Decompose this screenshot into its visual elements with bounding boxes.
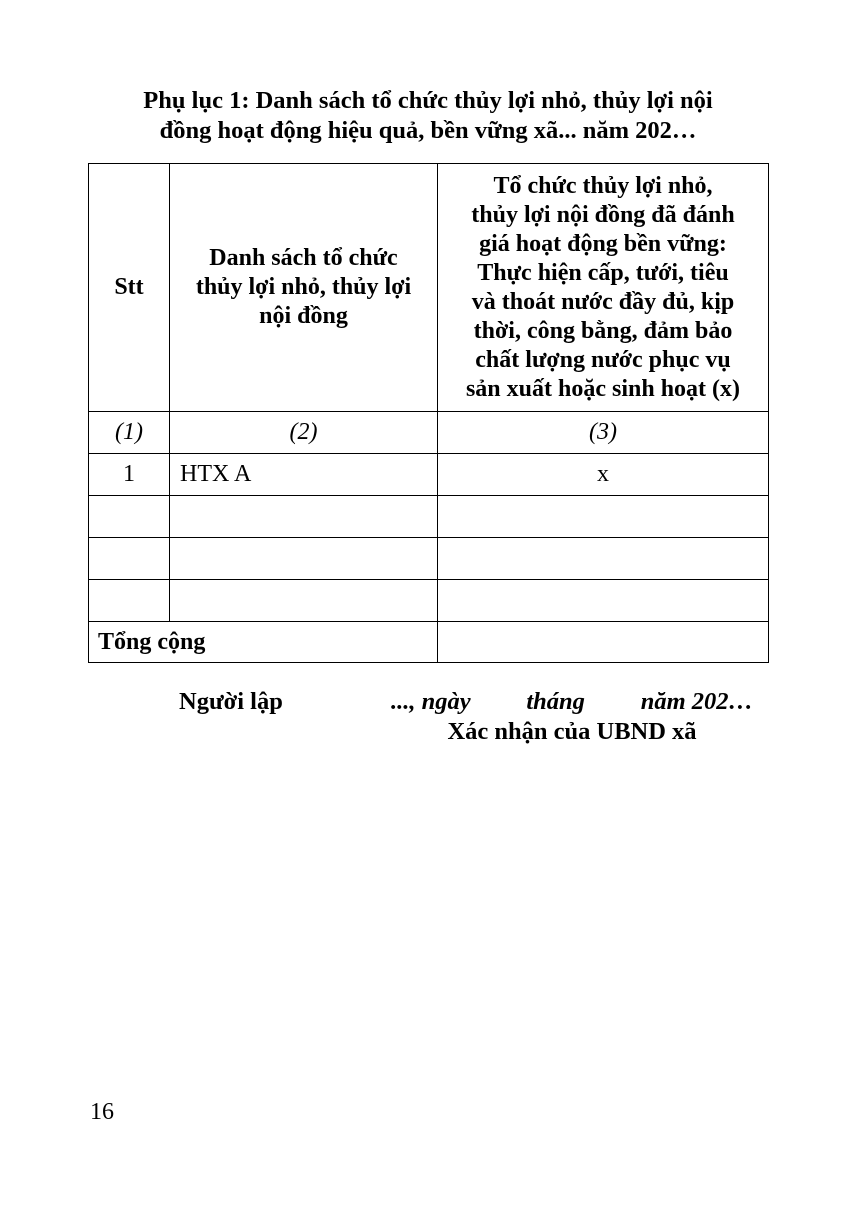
header-list-line: thủy lợi nhỏ, thủy lợi (195, 274, 412, 300)
header-stt-line: Stt (114, 274, 144, 300)
preparer-label: Người lập (179, 688, 283, 715)
header-eval-line: chất lượng nước phục vụ (475, 346, 731, 373)
appendix-table (88, 163, 769, 663)
table-row (89, 580, 769, 622)
document-title (60, 86, 796, 146)
cell-stt (89, 538, 170, 580)
table-header-row (89, 164, 769, 412)
cell-mark: x (438, 454, 769, 496)
header-eval-line: và thoát nước đầy đủ, kịp (471, 288, 735, 315)
confirmation-label: Xác nhận của UBND xã (447, 718, 697, 745)
cell-stt (89, 580, 170, 622)
cell-mark (438, 538, 769, 580)
header-eval-line: Tổ chức thủy lợi nhỏ, (493, 172, 713, 199)
page-number: 16 (90, 1099, 114, 1125)
column-number-row (89, 412, 769, 454)
column-number: (1) (89, 412, 170, 454)
header-eval-line: giá hoạt động bền vững: (479, 230, 727, 257)
header-evaluation (438, 164, 769, 412)
header-list-line: nội đồng (259, 303, 348, 329)
table-row (89, 454, 769, 496)
date-line (391, 688, 753, 716)
column-number: (3) (438, 412, 769, 454)
cell-mark (438, 580, 769, 622)
cell-name (170, 496, 438, 538)
total-label: Tổng cộng (89, 622, 438, 663)
column-number: (2) (170, 412, 438, 454)
total-value (438, 622, 769, 663)
cell-name: HTX A (170, 454, 438, 496)
header-stt (89, 164, 170, 412)
header-list-name (170, 164, 438, 412)
header-eval-line: thủy lợi nội đồng đã đánh (471, 201, 735, 228)
total-row (89, 622, 769, 663)
signature-block (391, 688, 753, 746)
header-eval-line: Thực hiện cấp, tưới, tiêu (477, 259, 729, 286)
date-month: tháng (526, 688, 585, 715)
date-day: ..., ngày (391, 688, 471, 715)
date-year: năm 202… (640, 688, 753, 715)
table-row (89, 538, 769, 580)
cell-name (170, 538, 438, 580)
cell-stt: 1 (89, 454, 170, 496)
cell-stt (89, 496, 170, 538)
title-line-1: Phụ lục 1: Danh sách tổ chức thủy lợi nhỏ, thủy lợi nội (143, 87, 713, 114)
title-line-2: đồng hoạt động hiệu quả, bền vững xã... năm 202… (159, 117, 697, 144)
cell-name (170, 580, 438, 622)
table-row (89, 496, 769, 538)
header-eval-line: thời, công bằng, đảm bảo (473, 317, 733, 344)
header-eval-line: sản xuất hoặc sinh hoạt (x) (465, 375, 741, 402)
cell-mark (438, 496, 769, 538)
header-list-line: Danh sách tổ chức (209, 245, 398, 271)
